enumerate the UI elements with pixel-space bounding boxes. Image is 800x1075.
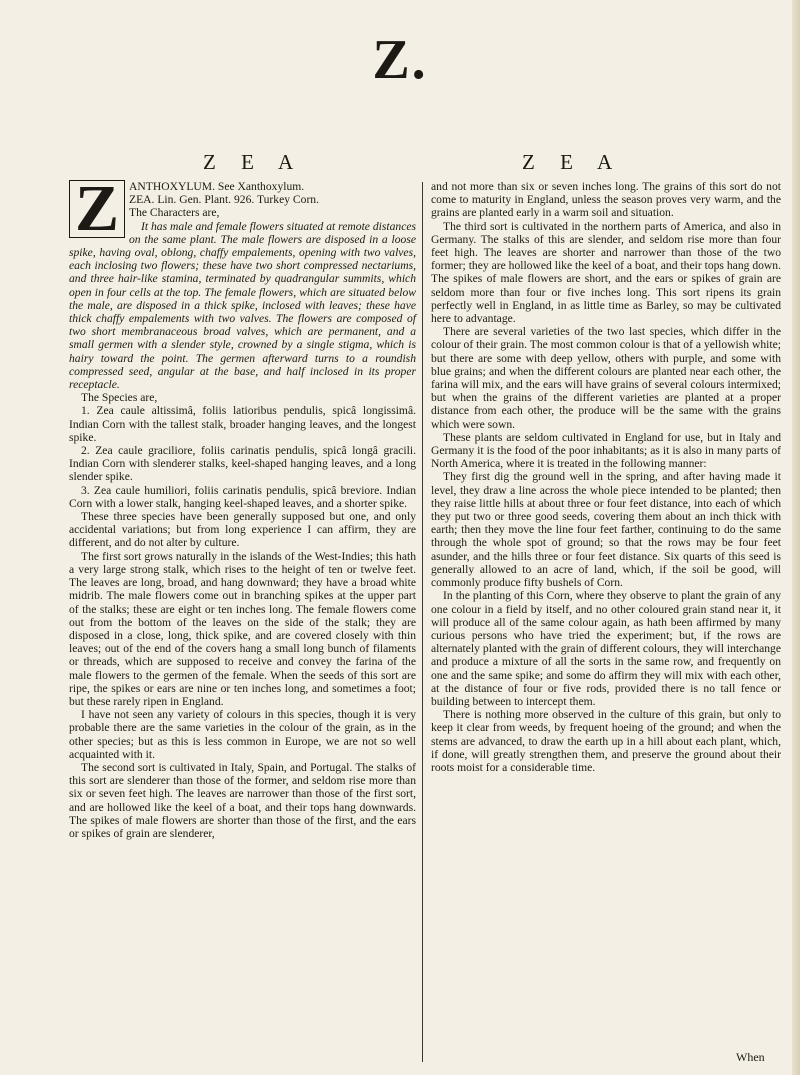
paragraph: There are several varieties of the two last species, which differ in the colour of their grain. The most common colour is that of a yellowish white; but there are some with deep yellow, others with purple, and some with blue grains; and when the different colours are planted near each other, the farina will mix, and the ears will have grains of several colours intermixed; but when the grains of the different varieties are planted at a proper distance from each other, the produce will be the same with the grains which were sown. (431, 325, 781, 431)
paragraph: The Characters are, (129, 206, 220, 220)
paragraph: and not more than six or seven inches long. The grains of this sort do not come to maturity in England, unless the season proves very warm, and the grains are planted early in a warm soil and situation. (431, 180, 781, 220)
right-column (431, 180, 781, 774)
paragraph: 2. Zea caule graciliore, foliis carinatis pendulis, spicâ longâ gracili. Indian Corn with slenderer stalks, keel-shaped hanging leaves, and a long slender spike. (69, 444, 416, 484)
column-divider (422, 182, 423, 1062)
running-head-right: Z E A (522, 150, 623, 174)
left-column (69, 172, 416, 840)
paragraph: There is nothing more observed in the culture of this grain, but only to keep it clear from weeds, by frequent hoeing of the ground; and when the stems are advanced, to draw the earth up in a hill about each plant, which, if done, will greatly strengthen them, and preserve the ground about their roots moist for a considerable time. (431, 708, 781, 774)
paragraph: It has male and female flowers situated at remote distances on the same plant. The male flowers are disposed in a loose spike, having oval, oblong, chaffy empalements, opening with two valves, each inclosing two flowers; these have two short compressed nectariums, and three hair-like stamina, terminated by quadrangular summits, which open in four cells at the top. The female flowers, which are situated below the male, are disposed in a thick spike, inclosed with leaves; these have thick chaffy empalements with two valves. The flowers are composed of two short membranaceous broad valves, which are permanent, and a small germen with a slender style, crowned by a single stigma, which is hairy toward the point. The germen afterward turns to a roundish compressed seed, angular at the base, and half inclosed in its proper receptacle. (69, 219, 416, 392)
paragraph: The Species are, (81, 391, 158, 405)
paragraph: ZEA. Lin. Gen. Plant. 926. Turkey Corn. (129, 193, 320, 207)
paragraph: I have not seen any variety of colours in this species, though it is very probable there are the same varieties in the colour of the grain, as in the other species; but as this is less common in Europe, we are not so well acquainted with it. (69, 708, 416, 761)
entry-opening (69, 172, 416, 245)
paragraph: The third sort is cultivated in the northern parts of America, and also in Germany. The stalks of this are slender, and seldom rise more than four feet high. The leaves are shorter and narrower than those of the two former; they are hollowed like the keel of a boat, and their tops hang down. The spikes of male flowers are short, and the ears or spikes of grain are seldom more than four or five inches long. This sort ripens its grain perfectly well in England, in as little time as Barley, so may be cultivated here to advantage. (431, 219, 781, 326)
catchword: When (736, 1050, 765, 1064)
paragraph: 3. Zea caule humiliori, foliis carinatis pendulis, spicâ breviore. Indian Corn with a lower stalk, hanging keel-shaped leaves, and a shorter spike. (69, 483, 416, 510)
paragraph: The first sort grows naturally in the islands of the West-Indies; this hath a very large strong stalk, which rises to the height of ten or twelve feet. The leaves are long, broad, and hang downward; they have a broad white midrib. The male flowers come out in branching spikes at the upper part of the stalks; these are eight or ten inches long. The female flowers come out from the bottom of the leaves on the side of the stalk; they are disposed in a close, long, thick spike, and are covered closely with thin leaves; out of the end of the covers hang a small long bunch of filaments or threads, which are supposed to receive and convey the farina of the male flowers to the germen of the female. When the seeds of this sort are ripe, the spikes or ears are nine or ten inches long, and sometimes a foot; but these rarely ripen in England. (69, 549, 416, 708)
page-edge (792, 0, 800, 1075)
paragraph: In the planting of this Corn, where they observe to plant the grain of any one colour in a field by itself, and no other coloured grain stand near it, it will produce all of the same colour again, as hath been affirmed by many curious persons who have tried the experiment; but, if the rows are alternately planted with the grain of different colours, they will interchange and produce a mixture of all the sorts in the same row, and frequently on one and the same spike; and some do affirm they will mix with each other, at the distance of four or five rods, provided there is no tall fence or building between to intercept them. (431, 589, 781, 708)
running-head-left: Z E A (203, 150, 304, 174)
section-letter: Z. (372, 29, 428, 91)
paragraph: These three species have been generally supposed but one, and only accidental variations; but from long experience I can affirm, they are different, and do not alter by culture. (69, 510, 416, 550)
paragraph: They first dig the ground well in the spring, and after having made it level, they draw a line across the whole piece intended to be planted; then they raise little hills at about three or four feet distance, into each of which they put two or three good seeds, covering them about an inch thick with earth; then they move the line four feet farther, continuing to do the same through the whole spot of ground; so that the rows may be four feet asunder, and the hills three or four feet distance. Six quarts of this seed is generally allowed to an acre of land, which, if the soil be good, will commonly produce fifty bushels of Corn. (431, 470, 781, 590)
paragraph: These plants are seldom cultivated in England for use, but in Italy and Germany it is the food of the poor inhabitants; as it is also in many parts of North America, where it is treated in the following manner: (431, 430, 781, 471)
paragraph: ANTHOXYLUM. See Xanthoxylum. (129, 180, 305, 193)
paragraph: The second sort is cultivated in Italy, Spain, and Portugal. The stalks of this sort are slenderer than those of the former, and seldom rise more than six or seven feet high. The leaves are narrower than those of the first sort, and are hollowed like the keel of a boat, and their tops hang downwards. The spikes of male flowers are shorter than those of the first, and the ears or spikes of grain are slenderer, (69, 760, 416, 840)
drop-cap: Z (69, 180, 125, 238)
paragraph: 1. Zea caule altissimâ, foliis latioribus pendulis, spicâ longissimâ. Indian Corn with the tallest stalk, broader hanging leaves, and the longest spike. (69, 404, 416, 444)
